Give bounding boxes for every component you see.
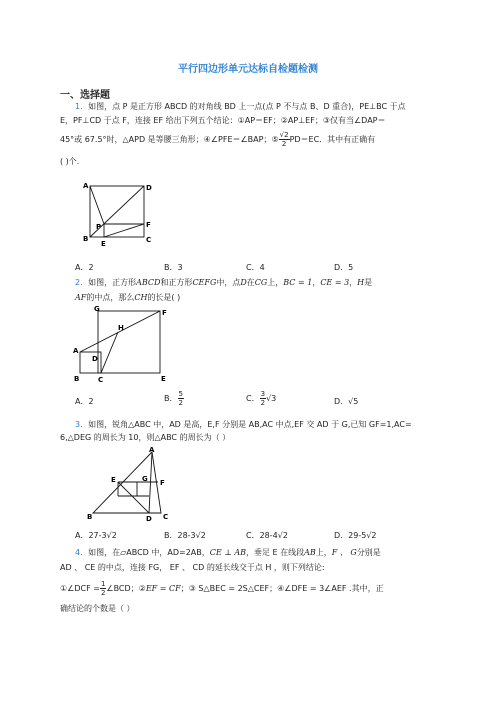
q1-line-1: 1．如图，点 P 是正方形 ABCD 的对角线 BD 上一点(点 P 不与点 B、D 重合)，PE⊥BC 于点 bbox=[75, 102, 406, 111]
q2-label-a: A bbox=[73, 347, 79, 355]
q4-line-4: 确结论的个数是（ ） bbox=[60, 604, 135, 613]
q1-label-a: A bbox=[83, 182, 89, 190]
q2-option-c[interactable]: C． $\frac{3}{2}$ √3 bbox=[246, 390, 277, 407]
q2-label-b: B bbox=[74, 375, 80, 383]
q1-label-f: F bbox=[146, 221, 151, 229]
q2-option-b[interactable]: B． $\frac{5}{2}$ bbox=[164, 390, 183, 407]
q1-label-p: P bbox=[96, 223, 102, 231]
q1-figure bbox=[80, 180, 160, 250]
q4-line-2: AD 、 CE 的中点，连接 FG， EF 、 CD 的延长线交于点 H ，则下列结论: bbox=[60, 563, 325, 572]
q3-line-2: 6,△DEG 的周长为 10，则△ABC 的周长为（ ） bbox=[60, 433, 231, 442]
q2-label-d: D bbox=[92, 355, 98, 363]
q4-line-1: 4．如图，在▱ABCD 中，AD=2AB，CE ⊥ AB，垂足 E 在线段AB上，F 、 G分别是 bbox=[75, 548, 381, 557]
q2-label-f: F bbox=[162, 309, 167, 317]
q3-line-1: 3．如图，锐角△ABC 中，AD 是高，E,F 分别是 AB,AC 中点,EF 交 AD 于 G,已知 GF=1,AC= bbox=[75, 420, 412, 429]
q1-option-d[interactable]: D．5 bbox=[334, 263, 354, 272]
q1-line-3: 45°或 67.5°时，△APD 是等腰三角形；④∠PFE＝∠BAP；⑤ $\frac{√2}{2}$ PD＝EC．其中有正确有 bbox=[60, 131, 376, 148]
q1-fraction: $\frac{√2}{2}$ bbox=[279, 131, 289, 148]
q1-number: 1． bbox=[75, 102, 89, 111]
q1-label-c: C bbox=[146, 236, 152, 244]
q2-label-g: G bbox=[94, 305, 100, 313]
q3-label-f: F bbox=[160, 479, 165, 487]
q1-line-2: E，PF⊥CD 于点 F，连接 EF 给出下列五个结论：①AP＝EF；②AP⊥EF；③仅有当∠DAP＝ bbox=[60, 116, 386, 125]
q1-option-b[interactable]: B．3 bbox=[164, 263, 183, 272]
q2-label-e: E bbox=[161, 375, 166, 383]
q4-line-3: ①∠DCF = $\frac{1}{2}$ ∠BCD；②EF = CF；③ S△BEC = 2S△CEF；④∠DFE = 3∠AEF .其中，正 bbox=[60, 580, 384, 597]
q2-line-1: 2．如图，正方形ABCD和正方形CEFG中，点D在CG上，BC = 1，CE = 3，H是 bbox=[75, 278, 373, 287]
q3-option-d[interactable]: D．29-5√2 bbox=[334, 531, 377, 540]
q2-label-h: H bbox=[118, 324, 124, 332]
q3-label-e: E bbox=[111, 476, 116, 484]
q2-label-c: C bbox=[98, 376, 104, 384]
q3-option-a[interactable]: A．27-3√2 bbox=[75, 531, 117, 540]
q2-option-a[interactable]: A．2 bbox=[75, 397, 94, 406]
q2-option-d[interactable]: D．√5 bbox=[334, 397, 359, 406]
q3-label-a: A bbox=[149, 446, 155, 454]
q3-figure bbox=[85, 446, 185, 526]
q1-label-b: B bbox=[83, 235, 89, 243]
q3-option-c[interactable]: C．28-4√2 bbox=[246, 531, 288, 540]
q1-option-a[interactable]: A．2 bbox=[75, 263, 94, 272]
q1-label-e: E bbox=[101, 240, 106, 248]
q2-figure bbox=[72, 305, 172, 385]
q1-option-c[interactable]: C．4 bbox=[246, 263, 265, 272]
q1-line-4: ( )个. bbox=[60, 157, 80, 166]
section-heading: 一、选择题 bbox=[60, 90, 110, 101]
q2-line-2: AF的中点，那么CH的长是( ) bbox=[75, 293, 181, 302]
q3-label-g: G bbox=[142, 475, 148, 483]
q3-option-b[interactable]: B．28-3√2 bbox=[164, 531, 206, 540]
q3-label-c: C bbox=[163, 513, 169, 521]
q1-label-d: D bbox=[146, 184, 152, 192]
q3-label-b: B bbox=[87, 513, 93, 521]
page-title: 平行四边形单元达标自检题检测 bbox=[178, 64, 318, 75]
q3-label-d: D bbox=[146, 515, 152, 523]
